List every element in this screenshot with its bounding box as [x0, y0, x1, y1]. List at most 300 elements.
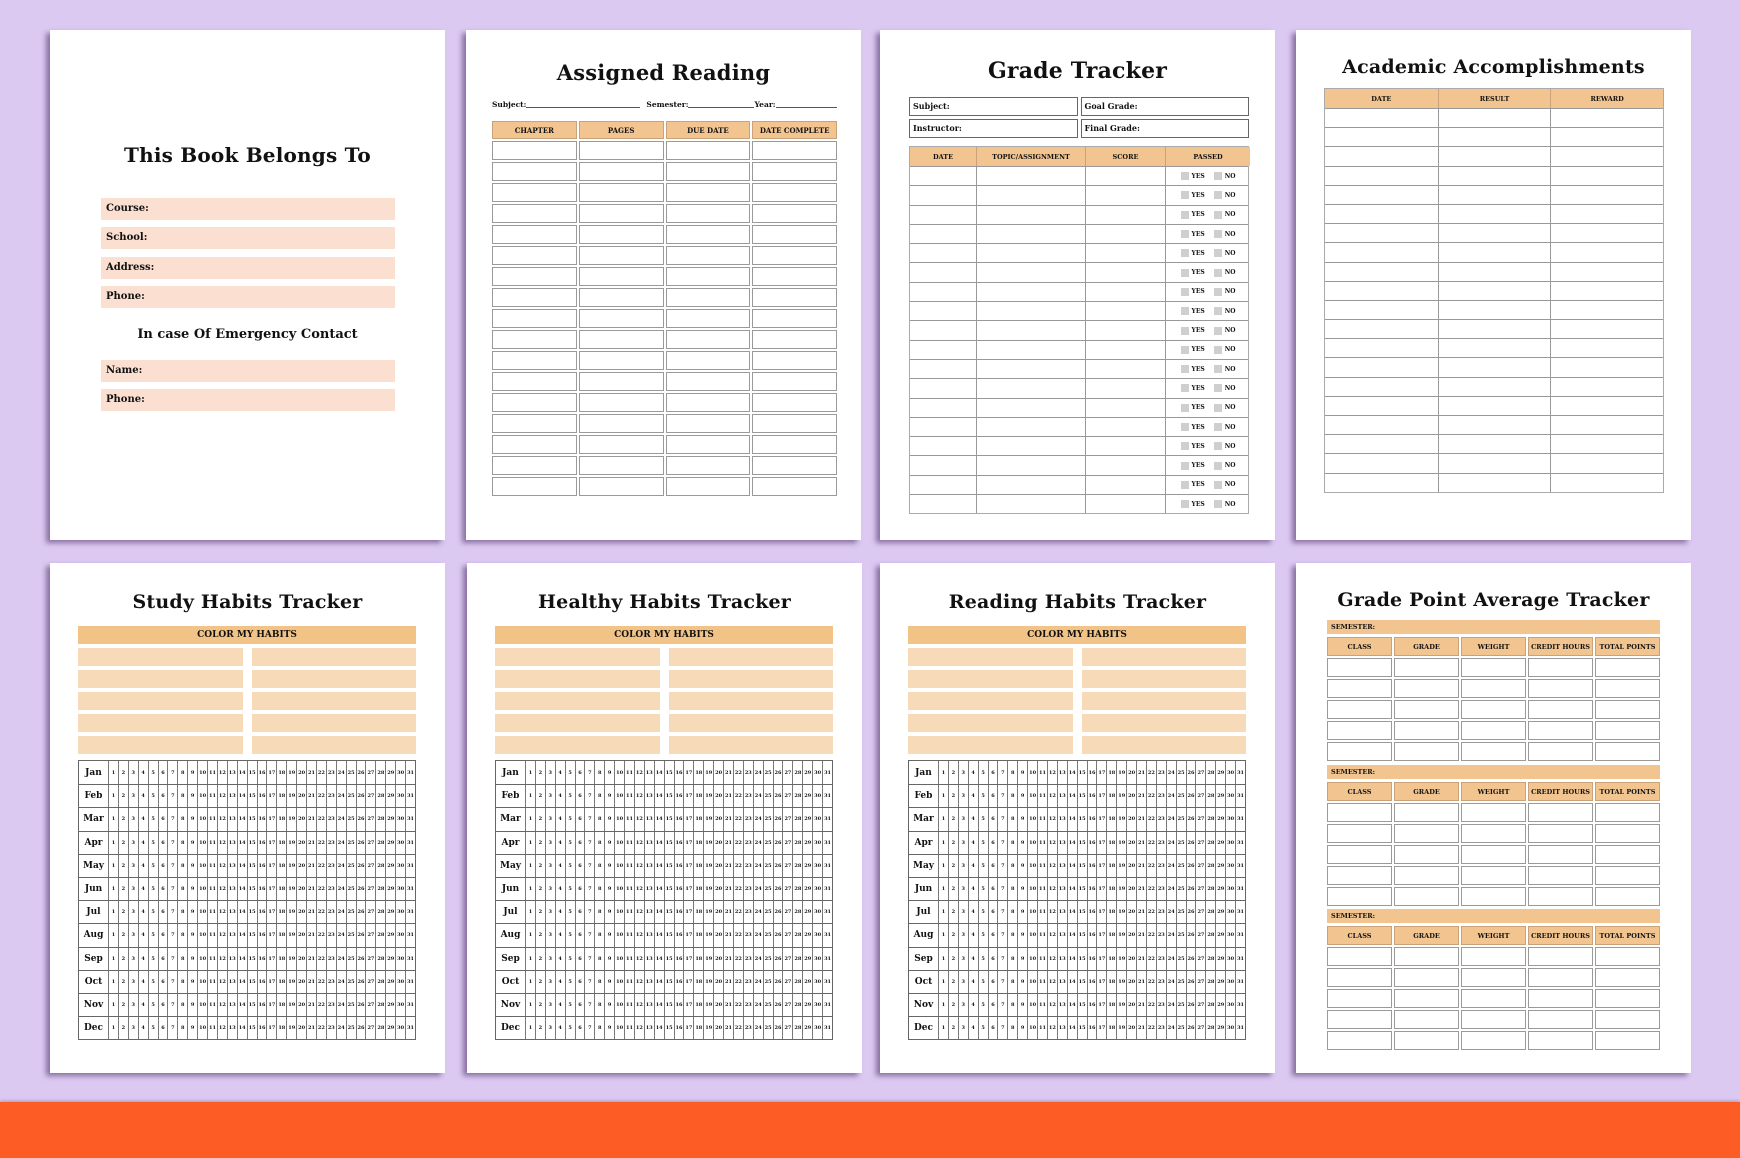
- day-cell[interactable]: 14: [237, 761, 247, 784]
- day-cell[interactable]: 12: [1047, 924, 1057, 946]
- day-cell[interactable]: 27: [365, 971, 375, 993]
- day-cell[interactable]: 14: [654, 832, 664, 854]
- day-cell[interactable]: 22: [733, 971, 743, 993]
- day-cell[interactable]: 31: [1235, 761, 1245, 784]
- day-cell[interactable]: 10: [197, 971, 207, 993]
- day-cell[interactable]: 21: [306, 761, 316, 784]
- day-cell[interactable]: 24: [753, 901, 763, 923]
- day-cell[interactable]: 26: [773, 855, 783, 877]
- day-cell[interactable]: 26: [773, 785, 783, 807]
- day-cell[interactable]: 12: [634, 785, 644, 807]
- day-cell[interactable]: 19: [286, 994, 296, 1016]
- day-cell[interactable]: 27: [365, 924, 375, 946]
- day-cell[interactable]: 18: [1106, 855, 1116, 877]
- day-cell[interactable]: 5: [148, 855, 158, 877]
- table-cell[interactable]: [752, 393, 837, 412]
- day-cell[interactable]: 29: [1215, 878, 1225, 900]
- day-cell[interactable]: 10: [614, 948, 624, 970]
- day-cell[interactable]: 26: [356, 1017, 366, 1039]
- day-cell[interactable]: 16: [257, 971, 267, 993]
- day-cell[interactable]: 20: [713, 761, 723, 784]
- table-cell[interactable]: [1085, 360, 1165, 378]
- day-cell[interactable]: 20: [296, 948, 306, 970]
- day-cell[interactable]: 19: [286, 808, 296, 830]
- day-cell[interactable]: 26: [1186, 761, 1196, 784]
- habit-slot[interactable]: [1082, 736, 1247, 754]
- table-cell[interactable]: [1438, 397, 1551, 415]
- day-cell[interactable]: 14: [237, 878, 247, 900]
- day-cell[interactable]: 10: [614, 994, 624, 1016]
- day-cell[interactable]: 16: [674, 971, 684, 993]
- table-cell[interactable]: [1528, 968, 1593, 987]
- day-cell[interactable]: 10: [1027, 994, 1037, 1016]
- table-cell[interactable]: [1085, 167, 1165, 185]
- table-cell[interactable]: [1438, 339, 1551, 357]
- day-cell[interactable]: 6: [988, 948, 998, 970]
- day-cell[interactable]: 13: [1057, 901, 1067, 923]
- day-cell[interactable]: 1: [525, 808, 535, 830]
- day-cell[interactable]: 21: [723, 855, 733, 877]
- goal-grade-field[interactable]: Goal Grade:: [1081, 97, 1250, 116]
- day-cell[interactable]: 4: [968, 994, 978, 1016]
- no-checkbox[interactable]: [1214, 423, 1222, 431]
- day-cell[interactable]: 17: [266, 832, 276, 854]
- day-cell[interactable]: 14: [237, 994, 247, 1016]
- day-cell[interactable]: 29: [802, 948, 812, 970]
- table-cell[interactable]: [976, 244, 1085, 262]
- day-cell[interactable]: 7: [584, 832, 594, 854]
- day-cell[interactable]: 13: [227, 901, 237, 923]
- table-cell[interactable]: [976, 302, 1085, 320]
- day-cell[interactable]: 14: [237, 832, 247, 854]
- day-cell[interactable]: 31: [1235, 808, 1245, 830]
- table-cell[interactable]: [1394, 968, 1459, 987]
- day-cell[interactable]: 21: [306, 994, 316, 1016]
- table-cell[interactable]: [1085, 456, 1165, 474]
- table-cell[interactable]: [1550, 397, 1663, 415]
- semester-label[interactable]: SEMESTER:: [1327, 909, 1660, 923]
- day-cell[interactable]: 1: [108, 1017, 118, 1039]
- table-cell[interactable]: [752, 456, 837, 475]
- day-cell[interactable]: 28: [1205, 994, 1215, 1016]
- table-cell[interactable]: [1438, 378, 1551, 396]
- table-cell[interactable]: [1327, 887, 1392, 906]
- day-cell[interactable]: 16: [257, 761, 267, 784]
- habit-slot[interactable]: [78, 670, 243, 688]
- table-cell[interactable]: [1085, 302, 1165, 320]
- day-cell[interactable]: 31: [1235, 948, 1245, 970]
- table-cell[interactable]: [1394, 679, 1459, 698]
- no-checkbox[interactable]: [1214, 500, 1222, 508]
- no-checkbox[interactable]: [1214, 384, 1222, 392]
- day-cell[interactable]: 15: [1077, 924, 1087, 946]
- day-cell[interactable]: 30: [1225, 855, 1235, 877]
- day-cell[interactable]: 13: [227, 785, 237, 807]
- day-cell[interactable]: 20: [713, 878, 723, 900]
- day-cell[interactable]: 21: [723, 901, 733, 923]
- habit-slot[interactable]: [495, 648, 660, 666]
- day-cell[interactable]: 22: [1146, 1017, 1156, 1039]
- day-cell[interactable]: 30: [812, 878, 822, 900]
- day-cell[interactable]: 3: [128, 855, 138, 877]
- day-cell[interactable]: 8: [594, 761, 604, 784]
- day-cell[interactable]: 15: [664, 832, 674, 854]
- day-cell[interactable]: 16: [257, 785, 267, 807]
- day-cell[interactable]: 17: [266, 948, 276, 970]
- day-cell[interactable]: 30: [395, 1017, 405, 1039]
- day-cell[interactable]: 15: [1077, 785, 1087, 807]
- table-cell[interactable]: [1550, 224, 1663, 242]
- day-cell[interactable]: 9: [604, 901, 614, 923]
- table-cell[interactable]: [1461, 803, 1526, 822]
- day-cell[interactable]: 21: [1136, 948, 1146, 970]
- day-cell[interactable]: 3: [545, 924, 555, 946]
- address-field[interactable]: Address:: [101, 257, 395, 279]
- table-cell[interactable]: [1461, 989, 1526, 1008]
- table-cell[interactable]: [752, 183, 837, 202]
- day-cell[interactable]: 17: [683, 761, 693, 784]
- day-cell[interactable]: 2: [118, 901, 128, 923]
- table-cell[interactable]: [910, 399, 976, 417]
- day-cell[interactable]: 25: [346, 971, 356, 993]
- no-checkbox[interactable]: [1214, 365, 1222, 373]
- table-cell[interactable]: [579, 162, 664, 181]
- day-cell[interactable]: 17: [683, 785, 693, 807]
- day-cell[interactable]: 8: [594, 924, 604, 946]
- day-cell[interactable]: 24: [336, 924, 346, 946]
- day-cell[interactable]: 20: [296, 878, 306, 900]
- day-cell[interactable]: 26: [1186, 855, 1196, 877]
- day-cell[interactable]: 26: [773, 901, 783, 923]
- table-cell[interactable]: [910, 244, 976, 262]
- day-cell[interactable]: 27: [1195, 924, 1205, 946]
- day-cell[interactable]: 25: [1176, 808, 1186, 830]
- day-cell[interactable]: 25: [763, 808, 773, 830]
- day-cell[interactable]: 6: [158, 994, 168, 1016]
- day-cell[interactable]: 16: [674, 761, 684, 784]
- day-cell[interactable]: 24: [753, 808, 763, 830]
- day-cell[interactable]: 29: [802, 971, 812, 993]
- day-cell[interactable]: 24: [336, 1017, 346, 1039]
- table-cell[interactable]: [752, 372, 837, 391]
- yes-checkbox[interactable]: [1181, 384, 1189, 392]
- day-cell[interactable]: 29: [802, 901, 812, 923]
- day-cell[interactable]: 3: [958, 808, 968, 830]
- table-cell[interactable]: [752, 330, 837, 349]
- day-cell[interactable]: 20: [1126, 901, 1136, 923]
- table-cell[interactable]: [1595, 803, 1660, 822]
- day-cell[interactable]: 24: [1166, 878, 1176, 900]
- day-cell[interactable]: 5: [978, 971, 988, 993]
- table-cell[interactable]: [492, 183, 577, 202]
- day-cell[interactable]: 19: [703, 994, 713, 1016]
- day-cell[interactable]: 24: [753, 1017, 763, 1039]
- table-cell[interactable]: [976, 225, 1085, 243]
- table-cell[interactable]: [1595, 700, 1660, 719]
- table-cell[interactable]: [752, 351, 837, 370]
- day-cell[interactable]: 28: [1205, 785, 1215, 807]
- day-cell[interactable]: 21: [1136, 808, 1146, 830]
- day-cell[interactable]: 22: [316, 948, 326, 970]
- day-cell[interactable]: 28: [375, 808, 385, 830]
- day-cell[interactable]: 13: [227, 808, 237, 830]
- day-cell[interactable]: 27: [1195, 994, 1205, 1016]
- day-cell[interactable]: 26: [773, 878, 783, 900]
- day-cell[interactable]: 16: [1087, 808, 1097, 830]
- day-cell[interactable]: 16: [674, 948, 684, 970]
- day-cell[interactable]: 21: [723, 761, 733, 784]
- table-cell[interactable]: [1325, 339, 1438, 357]
- day-cell[interactable]: 15: [247, 808, 257, 830]
- day-cell[interactable]: 22: [1146, 808, 1156, 830]
- day-cell[interactable]: 25: [763, 924, 773, 946]
- day-cell[interactable]: 18: [693, 878, 703, 900]
- day-cell[interactable]: 25: [763, 1017, 773, 1039]
- day-cell[interactable]: 1: [108, 785, 118, 807]
- day-cell[interactable]: 28: [792, 948, 802, 970]
- day-cell[interactable]: 22: [1146, 761, 1156, 784]
- day-cell[interactable]: 1: [525, 785, 535, 807]
- day-cell[interactable]: 28: [375, 971, 385, 993]
- day-cell[interactable]: 15: [1077, 832, 1087, 854]
- table-cell[interactable]: [910, 283, 976, 301]
- day-cell[interactable]: 28: [375, 1017, 385, 1039]
- table-cell[interactable]: [1085, 225, 1165, 243]
- day-cell[interactable]: 30: [812, 948, 822, 970]
- day-cell[interactable]: 3: [128, 924, 138, 946]
- day-cell[interactable]: 6: [158, 855, 168, 877]
- day-cell[interactable]: 17: [683, 901, 693, 923]
- day-cell[interactable]: 7: [584, 761, 594, 784]
- day-cell[interactable]: 4: [138, 855, 148, 877]
- day-cell[interactable]: 27: [782, 1017, 792, 1039]
- table-cell[interactable]: [1528, 803, 1593, 822]
- table-cell[interactable]: [910, 456, 976, 474]
- day-cell[interactable]: 24: [753, 761, 763, 784]
- day-cell[interactable]: 14: [654, 948, 664, 970]
- day-cell[interactable]: 12: [1047, 994, 1057, 1016]
- day-cell[interactable]: 12: [217, 855, 227, 877]
- day-cell[interactable]: 20: [1126, 971, 1136, 993]
- day-cell[interactable]: 7: [584, 948, 594, 970]
- day-cell[interactable]: 7: [584, 971, 594, 993]
- table-cell[interactable]: [1327, 803, 1392, 822]
- day-cell[interactable]: 18: [276, 832, 286, 854]
- day-cell[interactable]: 10: [197, 878, 207, 900]
- day-cell[interactable]: 20: [1126, 1017, 1136, 1039]
- day-cell[interactable]: 13: [644, 994, 654, 1016]
- yes-checkbox[interactable]: [1181, 481, 1189, 489]
- day-cell[interactable]: 30: [395, 924, 405, 946]
- day-cell[interactable]: 23: [326, 878, 336, 900]
- day-cell[interactable]: 8: [594, 855, 604, 877]
- day-cell[interactable]: 31: [1235, 901, 1245, 923]
- day-cell[interactable]: 4: [138, 901, 148, 923]
- day-cell[interactable]: 8: [1007, 761, 1017, 784]
- table-cell[interactable]: [1327, 1031, 1392, 1050]
- day-cell[interactable]: 13: [1057, 785, 1067, 807]
- day-cell[interactable]: 6: [158, 948, 168, 970]
- day-cell[interactable]: 26: [356, 785, 366, 807]
- day-cell[interactable]: 28: [1205, 971, 1215, 993]
- day-cell[interactable]: 7: [997, 808, 1007, 830]
- day-cell[interactable]: 20: [713, 785, 723, 807]
- table-cell[interactable]: [1595, 824, 1660, 843]
- day-cell[interactable]: 23: [1156, 808, 1166, 830]
- day-cell[interactable]: 15: [1077, 855, 1087, 877]
- day-cell[interactable]: 4: [968, 808, 978, 830]
- day-cell[interactable]: 10: [197, 901, 207, 923]
- day-cell[interactable]: 29: [802, 994, 812, 1016]
- day-cell[interactable]: 23: [326, 832, 336, 854]
- table-cell[interactable]: [1325, 186, 1438, 204]
- day-cell[interactable]: 1: [938, 901, 948, 923]
- day-cell[interactable]: 9: [1017, 948, 1027, 970]
- day-cell[interactable]: 31: [405, 994, 415, 1016]
- day-cell[interactable]: 28: [1205, 924, 1215, 946]
- day-cell[interactable]: 15: [1077, 808, 1087, 830]
- day-cell[interactable]: 6: [575, 994, 585, 1016]
- day-cell[interactable]: 14: [237, 808, 247, 830]
- school-field[interactable]: School:: [101, 227, 395, 249]
- yes-checkbox[interactable]: [1181, 442, 1189, 450]
- day-cell[interactable]: 19: [703, 901, 713, 923]
- day-cell[interactable]: 23: [1156, 855, 1166, 877]
- day-cell[interactable]: 28: [792, 971, 802, 993]
- day-cell[interactable]: 7: [584, 1017, 594, 1039]
- day-cell[interactable]: 14: [1067, 1017, 1077, 1039]
- day-cell[interactable]: 4: [138, 994, 148, 1016]
- day-cell[interactable]: 22: [316, 971, 326, 993]
- day-cell[interactable]: 31: [822, 948, 832, 970]
- table-cell[interactable]: [1438, 454, 1551, 472]
- day-cell[interactable]: 15: [247, 994, 257, 1016]
- day-cell[interactable]: 20: [713, 808, 723, 830]
- table-cell[interactable]: [1085, 476, 1165, 494]
- day-cell[interactable]: 5: [565, 785, 575, 807]
- day-cell[interactable]: 27: [365, 1017, 375, 1039]
- day-cell[interactable]: 12: [217, 878, 227, 900]
- day-cell[interactable]: 4: [555, 1017, 565, 1039]
- table-cell[interactable]: [1550, 128, 1663, 146]
- day-cell[interactable]: 13: [227, 855, 237, 877]
- table-cell[interactable]: [1327, 866, 1392, 885]
- day-cell[interactable]: 22: [733, 832, 743, 854]
- table-cell[interactable]: [666, 456, 751, 475]
- day-cell[interactable]: 1: [938, 948, 948, 970]
- day-cell[interactable]: 29: [1215, 901, 1225, 923]
- day-cell[interactable]: 3: [128, 785, 138, 807]
- day-cell[interactable]: 20: [713, 855, 723, 877]
- day-cell[interactable]: 24: [753, 971, 763, 993]
- course-field[interactable]: Course:: [101, 198, 395, 220]
- day-cell[interactable]: 21: [1136, 994, 1146, 1016]
- day-cell[interactable]: 14: [654, 808, 664, 830]
- day-cell[interactable]: 20: [296, 994, 306, 1016]
- habit-slot[interactable]: [1082, 692, 1247, 710]
- table-cell[interactable]: [976, 186, 1085, 204]
- day-cell[interactable]: 2: [535, 761, 545, 784]
- day-cell[interactable]: 11: [207, 948, 217, 970]
- day-cell[interactable]: 27: [365, 878, 375, 900]
- day-cell[interactable]: 31: [822, 901, 832, 923]
- day-cell[interactable]: 16: [674, 832, 684, 854]
- day-cell[interactable]: 22: [733, 901, 743, 923]
- day-cell[interactable]: 11: [624, 924, 634, 946]
- day-cell[interactable]: 10: [614, 761, 624, 784]
- day-cell[interactable]: 13: [1057, 994, 1067, 1016]
- day-cell[interactable]: 10: [1027, 901, 1037, 923]
- day-cell[interactable]: 24: [1166, 855, 1176, 877]
- day-cell[interactable]: 3: [545, 1017, 555, 1039]
- table-cell[interactable]: [1595, 679, 1660, 698]
- day-cell[interactable]: 26: [356, 971, 366, 993]
- day-cell[interactable]: 20: [713, 901, 723, 923]
- day-cell[interactable]: 4: [555, 971, 565, 993]
- day-cell[interactable]: 18: [693, 855, 703, 877]
- day-cell[interactable]: 8: [177, 948, 187, 970]
- day-cell[interactable]: 6: [988, 924, 998, 946]
- yes-checkbox[interactable]: [1181, 423, 1189, 431]
- table-cell[interactable]: [976, 321, 1085, 339]
- day-cell[interactable]: 24: [753, 994, 763, 1016]
- table-cell[interactable]: [1325, 224, 1438, 242]
- habit-slot[interactable]: [669, 670, 834, 688]
- day-cell[interactable]: 27: [1195, 948, 1205, 970]
- day-cell[interactable]: 5: [565, 948, 575, 970]
- day-cell[interactable]: 16: [257, 808, 267, 830]
- day-cell[interactable]: 5: [565, 761, 575, 784]
- table-cell[interactable]: [1085, 186, 1165, 204]
- table-cell[interactable]: [1461, 824, 1526, 843]
- day-cell[interactable]: 31: [1235, 924, 1245, 946]
- table-cell[interactable]: [910, 379, 976, 397]
- day-cell[interactable]: 6: [575, 761, 585, 784]
- table-cell[interactable]: [1438, 416, 1551, 434]
- no-checkbox[interactable]: [1214, 211, 1222, 219]
- day-cell[interactable]: 23: [326, 1017, 336, 1039]
- table-cell[interactable]: [1325, 205, 1438, 223]
- day-cell[interactable]: 3: [128, 901, 138, 923]
- day-cell[interactable]: 20: [1126, 994, 1136, 1016]
- table-cell[interactable]: [1325, 416, 1438, 434]
- table-cell[interactable]: [666, 435, 751, 454]
- day-cell[interactable]: 28: [375, 855, 385, 877]
- day-cell[interactable]: 19: [286, 1017, 296, 1039]
- day-cell[interactable]: 27: [782, 761, 792, 784]
- day-cell[interactable]: 25: [346, 808, 356, 830]
- day-cell[interactable]: 22: [733, 924, 743, 946]
- table-cell[interactable]: [976, 495, 1085, 513]
- day-cell[interactable]: 10: [197, 924, 207, 946]
- day-cell[interactable]: 2: [948, 924, 958, 946]
- day-cell[interactable]: 21: [306, 924, 316, 946]
- day-cell[interactable]: 1: [108, 832, 118, 854]
- day-cell[interactable]: 25: [763, 971, 773, 993]
- day-cell[interactable]: 11: [1037, 924, 1047, 946]
- day-cell[interactable]: 22: [733, 878, 743, 900]
- day-cell[interactable]: 8: [177, 994, 187, 1016]
- day-cell[interactable]: 13: [227, 878, 237, 900]
- day-cell[interactable]: 30: [395, 808, 405, 830]
- day-cell[interactable]: 23: [326, 924, 336, 946]
- day-cell[interactable]: 24: [336, 878, 346, 900]
- day-cell[interactable]: 11: [624, 901, 634, 923]
- day-cell[interactable]: 1: [108, 901, 118, 923]
- day-cell[interactable]: 22: [733, 808, 743, 830]
- day-cell[interactable]: 23: [326, 994, 336, 1016]
- day-cell[interactable]: 24: [1166, 785, 1176, 807]
